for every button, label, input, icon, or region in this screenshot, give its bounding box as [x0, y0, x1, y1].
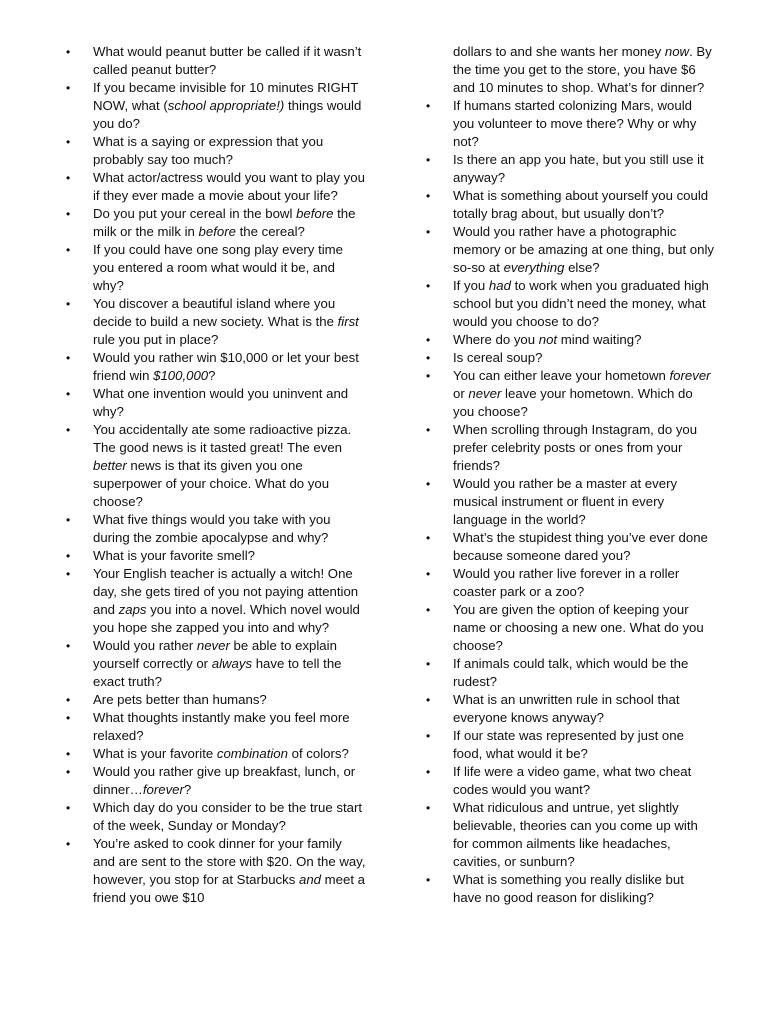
question-item: [426, 655, 716, 691]
question-item: [426, 97, 716, 151]
question-item: [66, 241, 366, 295]
italic-text: everything: [503, 260, 565, 275]
question-item: [66, 565, 366, 637]
question-item: [426, 691, 716, 727]
question-item: [426, 187, 716, 223]
question-item: [426, 565, 716, 601]
question-text: You discover a beautiful island where you decide to build a new society. What is the: [93, 296, 338, 329]
italic-text: never: [468, 386, 502, 401]
question-text: Are pets better than humans?: [93, 692, 267, 707]
question-text: be able to explain yourself correctly or: [93, 638, 337, 671]
question-text: You can either leave your hometown: [453, 368, 670, 383]
question-item: [66, 133, 366, 169]
question-item: [66, 691, 366, 709]
question-text: What ridiculous and untrue, yet slightly believable, theories can you come up with for common ailments like headaches, cavities, or sunburn?: [453, 800, 698, 869]
question-item: [66, 835, 366, 907]
question-text: What is your favorite smell?: [93, 548, 255, 563]
question-text: Would you rather be a master at every musical instrument or fluent in every language in the world?: [453, 476, 678, 527]
question-text: to work when you graduated high school but you didn’t need the money, what would you choose to do?: [453, 278, 709, 329]
question-text: What is your favorite: [93, 746, 217, 761]
question-text: What is something about yourself you could totally brag about, but usually don’t?: [453, 188, 709, 221]
question-item: [426, 331, 716, 349]
italic-text: first: [337, 314, 359, 329]
question-text: If you could have one song play every time you entered a room what would it be, and why?: [93, 242, 343, 293]
question-item: [66, 763, 366, 799]
question-text: of colors?: [287, 746, 349, 761]
question-text: What is a saying or expression that you probably say too much?: [93, 134, 324, 167]
question-item: [426, 475, 716, 529]
question-text: the milk or the milk in: [93, 206, 356, 239]
question-item: [66, 295, 366, 349]
question-text: . By the time you get to the store, you have $6 and 10 minutes to shop. What’s for dinner?: [453, 44, 712, 95]
italic-text: better: [93, 458, 127, 473]
question-text: Which day do you consider to be the true start of the week, Sunday or Monday?: [93, 800, 363, 833]
question-item: [426, 529, 716, 565]
question-text: the cereal?: [235, 224, 305, 239]
question-item: [426, 223, 716, 277]
question-item: [426, 871, 716, 907]
question-text: What is something you really dislike but have no good reason for disliking?: [453, 872, 684, 905]
italic-text: forever: [142, 782, 184, 797]
question-text: rule you put in place?: [93, 332, 219, 347]
question-item: [66, 709, 366, 745]
question-item: [426, 601, 716, 655]
question-text: else?: [564, 260, 600, 275]
italic-text: forever: [669, 368, 711, 383]
question-item: [426, 367, 716, 421]
italic-text: school appropriate!): [167, 98, 285, 113]
italic-text: and: [298, 872, 321, 887]
question-text: Would you rather win $10,000 or let your best friend win: [93, 350, 359, 383]
question-item: [66, 799, 366, 835]
italic-text: before: [296, 206, 334, 221]
italic-text: now: [664, 44, 690, 59]
question-text: What is an unwritten rule in school that everyone knows anyway?: [453, 692, 680, 725]
question-text: Would you rather live forever in a roller coaster park or a zoo?: [453, 566, 680, 599]
question-text: What actor/actress would you want to play you if they ever made a movie about your life?: [93, 170, 365, 203]
question-text: What one invention would you uninvent and why?: [93, 386, 349, 419]
question-item: [66, 385, 366, 421]
question-text: have to tell the exact truth?: [93, 656, 342, 689]
question-item: [66, 637, 366, 691]
question-text: Where do you: [453, 332, 539, 347]
italic-text: before: [198, 224, 236, 239]
question-item: [66, 349, 366, 385]
question-item: [426, 421, 716, 475]
question-text: dollars to and she wants her money: [453, 44, 665, 59]
question-item: [66, 43, 366, 79]
question-list-right: [426, 43, 716, 907]
question-item: [426, 727, 716, 763]
italic-text: combination: [216, 746, 288, 761]
italic-text: $100,000: [153, 368, 209, 383]
italic-text: had: [488, 278, 511, 293]
question-text: What’s the stupidest thing you’ve ever done because someone dared you?: [453, 530, 708, 563]
question-text: Would you rather have a photographic memory or be amazing at one thing, but only so-so at: [453, 224, 714, 275]
question-item: [66, 745, 366, 763]
left-column: [66, 43, 366, 907]
question-item: [66, 169, 366, 205]
question-text: You’re asked to cook dinner for your family and are sent to the store with $20. On the way, however, you stop for at Starbucks: [93, 836, 366, 887]
question-text: ?: [183, 782, 192, 797]
question-text: If humans started colonizing Mars, would you volunteer to move there? Why or why not?: [453, 98, 697, 149]
question-item: [66, 205, 366, 241]
question-text: news is that its given you one superpower of your choice. What do you choose?: [93, 458, 330, 509]
question-text: ?: [208, 368, 216, 383]
question-text: You are given the option of keeping your name or choosing a new one. What do you choose?: [453, 602, 704, 653]
question-item: [66, 421, 366, 511]
question-text: When scrolling through Instagram, do you prefer celebrity posts or ones from your friends?: [453, 422, 698, 473]
question-text: Is there an app you hate, but you still use it anyway?: [453, 152, 704, 185]
question-text: leave your hometown. Which do you choose?: [453, 386, 693, 419]
italic-text: always: [211, 656, 253, 671]
question-text: Would you rather give up breakfast, lunch, or dinner…: [93, 764, 356, 797]
question-text: things would you do?: [93, 98, 362, 131]
question-item: [66, 547, 366, 565]
question-item: [66, 79, 366, 133]
question-text: You accidentally ate some radioactive pizza. The good news is it tasted great! The even: [93, 422, 352, 455]
italic-text: zaps: [118, 602, 147, 617]
question-text: What would peanut butter be called if it wasn’t called peanut butter?: [93, 44, 362, 77]
question-item: [426, 151, 716, 187]
question-text: What five things would you take with you during the zombie apocalypse and why?: [93, 512, 331, 545]
right-column: [426, 43, 716, 907]
question-item: [66, 511, 366, 547]
question-text: What thoughts instantly make you feel more relaxed?: [93, 710, 350, 743]
question-item: [426, 799, 716, 871]
italic-text: never: [196, 638, 230, 653]
question-text: Would you rather: [93, 638, 197, 653]
question-text: If animals could talk, which would be the rudest?: [453, 656, 689, 689]
question-text: If our state was represented by just one food, what would it be?: [453, 728, 684, 761]
italic-text: not: [538, 332, 558, 347]
question-item: [426, 763, 716, 799]
question-text: If you became invisible for 10 minutes RIGHT NOW, what (: [93, 80, 359, 113]
question-text: mind waiting?: [557, 332, 642, 347]
question-continuation: [426, 43, 716, 97]
question-text: you into a novel. Which novel would you hope she zapped you into and why?: [93, 602, 360, 635]
question-text: meet a friend you owe $10: [93, 872, 365, 905]
question-text: Your English teacher is actually a witch! One day, she gets tired of you not paying attention and: [93, 566, 359, 617]
question-text: Is cereal soup?: [453, 350, 543, 365]
question-text: If you: [453, 278, 489, 293]
question-item: [426, 349, 716, 367]
question-list-left: [66, 43, 366, 907]
question-item: [426, 277, 716, 331]
question-text: or: [453, 386, 469, 401]
question-text: If life were a video game, what two cheat codes would you want?: [453, 764, 692, 797]
question-text: Do you put your cereal in the bowl: [93, 206, 297, 221]
